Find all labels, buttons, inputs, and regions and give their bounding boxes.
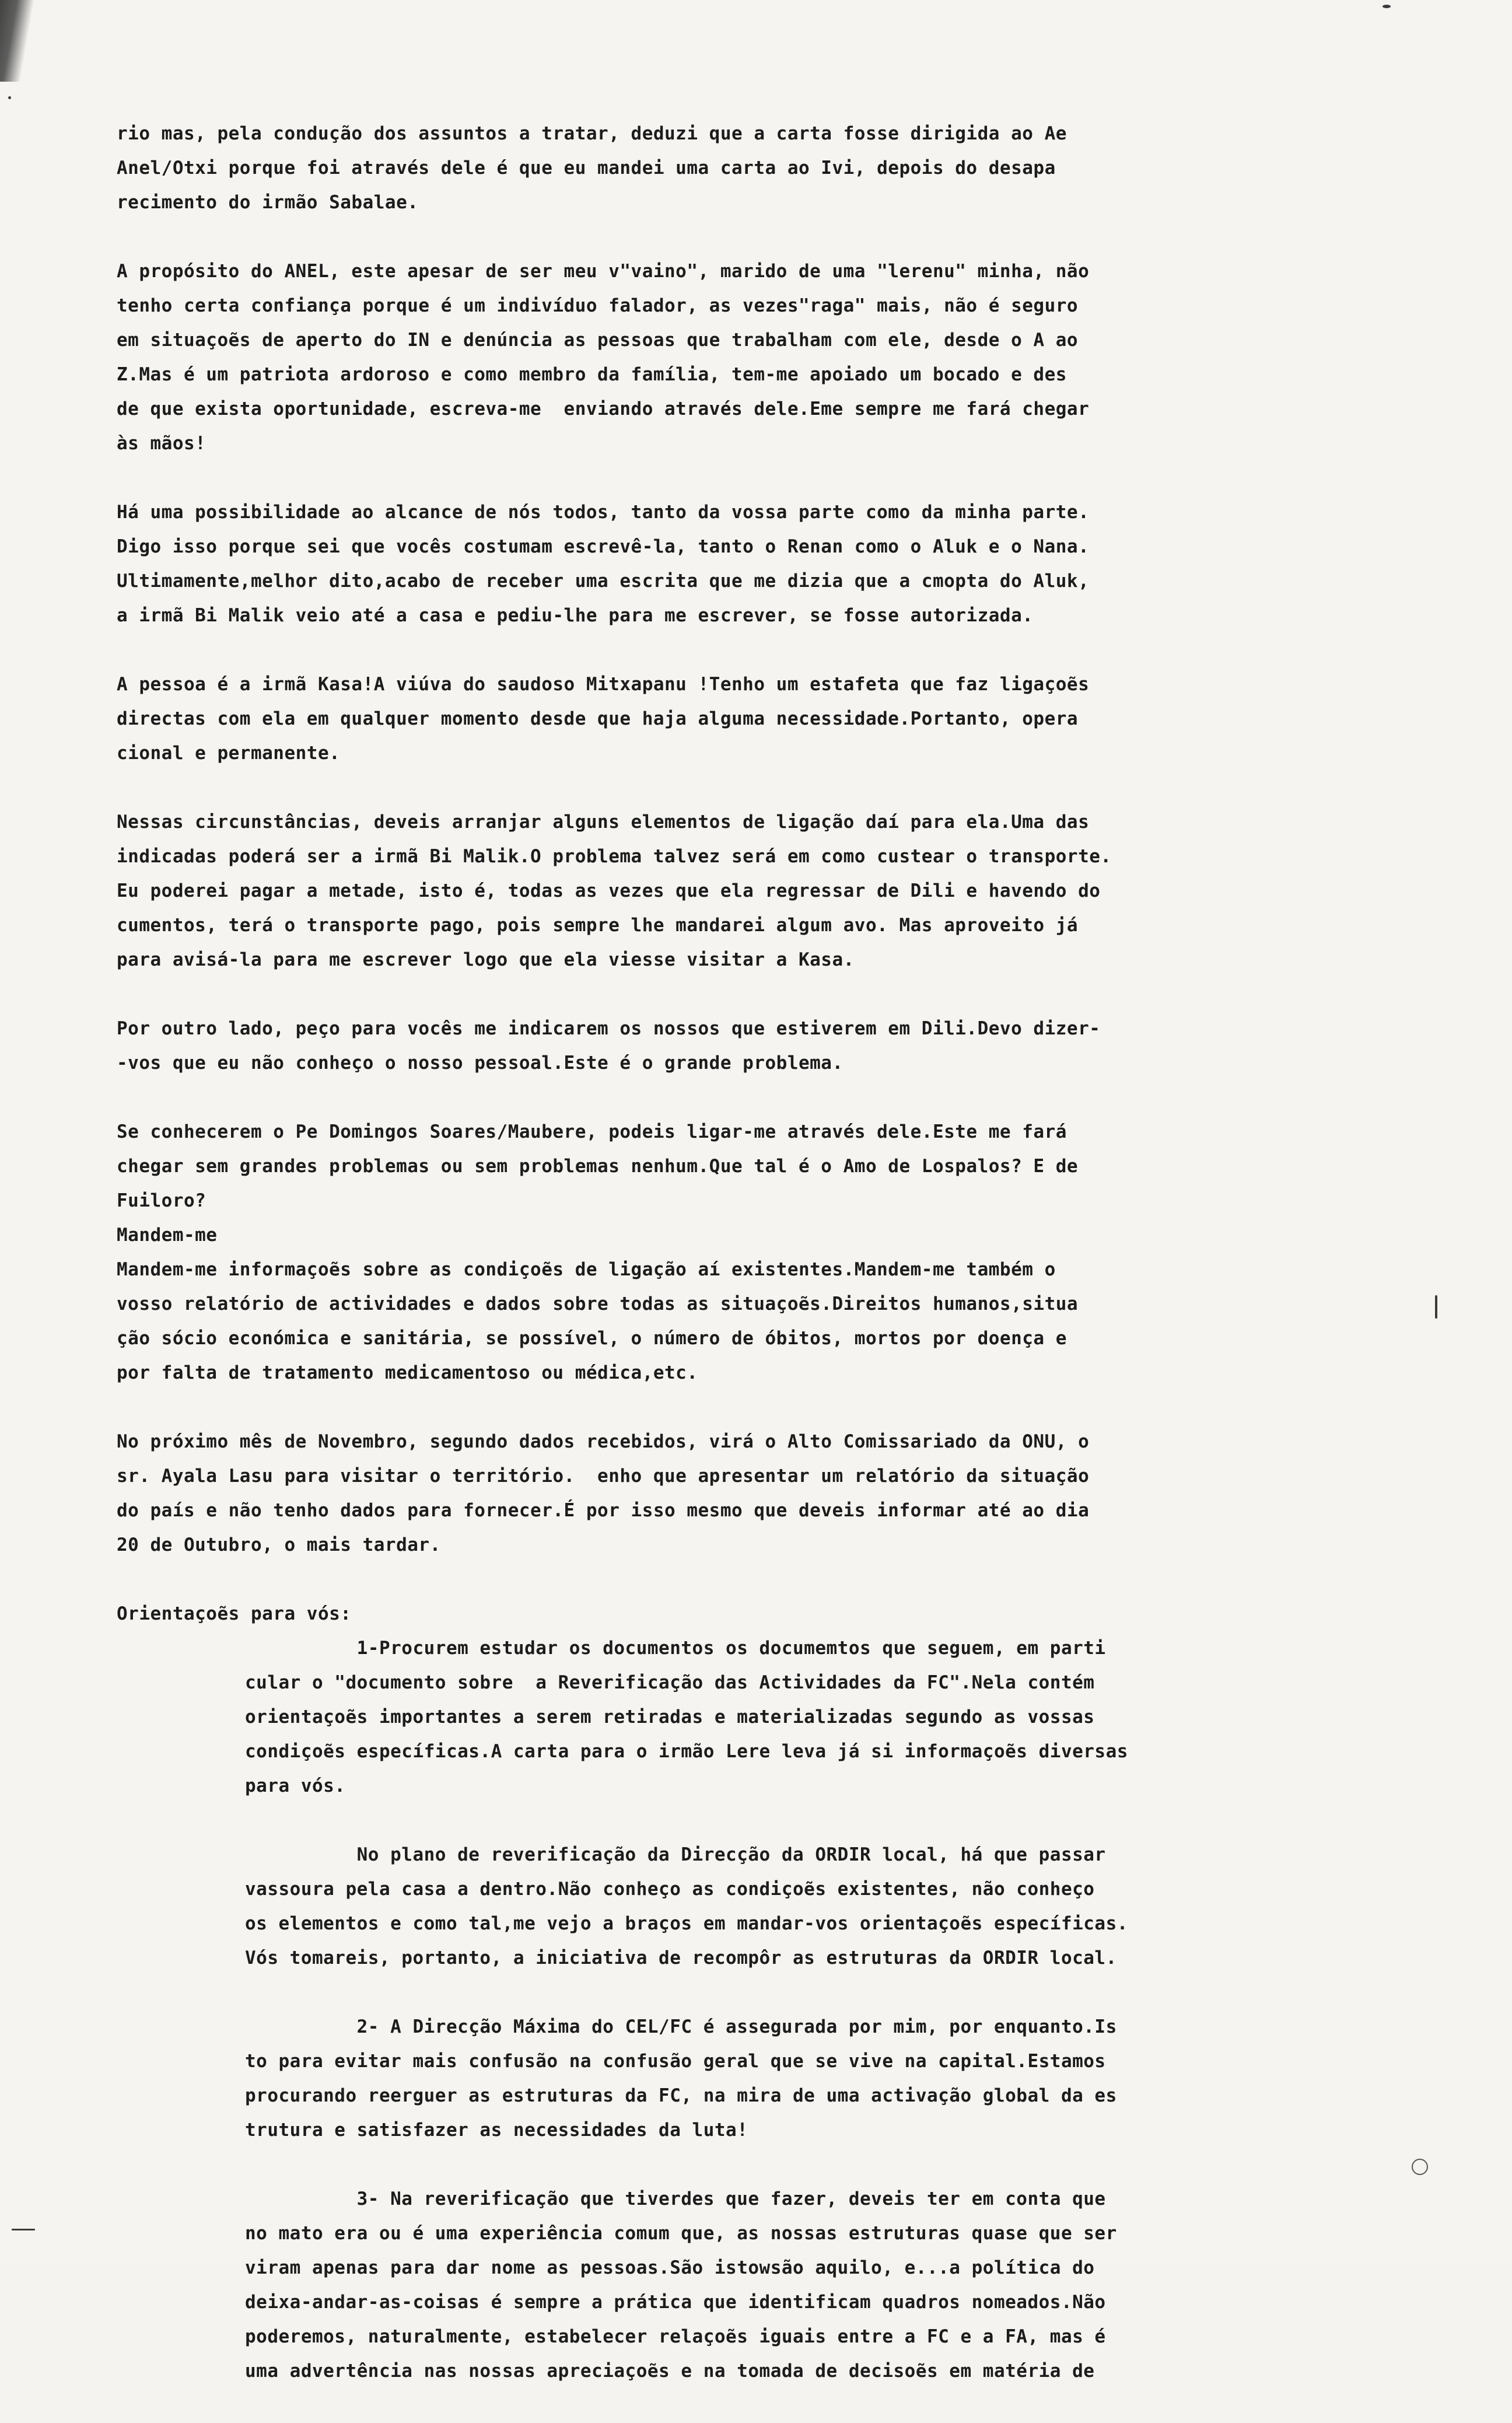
text-line: orientaçoẽs importantes a serem retiradas e materializadas segundo as vossas bbox=[245, 1707, 1095, 1728]
text-line: do país e não tenho dados para fornecer.É por isso mesmo que deveis informar até ao dia bbox=[117, 1500, 1090, 1521]
text-line: uma advertência nas nossas apreciaçoẽs e na tomada de decisoẽs em matéria de bbox=[245, 2361, 1095, 2382]
text-line: Vós tomareis, portanto, a iniciativa de recompôr as estruturas da ORDIR local. bbox=[245, 1948, 1117, 1969]
paragraph-information-paragraph bbox=[117, 1253, 1423, 1390]
text-line: rio mas, pela condução dos assuntos a tratar, deduzi que a carta fosse dirigida ao Ae bbox=[117, 123, 1067, 144]
text-line: cumentos, terá o transporte pago, pois sempre lhe mandarei algum avo. Mas aproveito já bbox=[117, 915, 1079, 936]
orientation-item-orientation-3 bbox=[117, 2182, 1423, 2389]
text-line: trutura e satisfazer as necessidades da luta! bbox=[245, 2120, 748, 2141]
text-line: às mãos! bbox=[117, 433, 206, 454]
text-line: tenho certa confiança porque é um indivíduo falador, as vezes"raga" mais, não é seguro bbox=[117, 295, 1079, 316]
text-line: deixa-andar-as-coisas é sempre a prática que identificam quadros nomeados.Não bbox=[245, 2292, 1106, 2313]
text-line: 2- A Direcção Máxima do CEL/FC é assegurada por mim, por enquanto.Is bbox=[245, 2016, 1117, 2037]
text-line: Eu poderei pagar a metade, isto é, todas as vezes que ela regressar de Dili e havendo do bbox=[117, 880, 1101, 901]
text-line: vosso relatório de actividades e dados sobre todas as situaçoẽs.Direitos humanos,situa bbox=[117, 1293, 1079, 1314]
text-line: recimento do irmão Sabalae. bbox=[117, 192, 419, 213]
text-line: No próximo mês de Novembro, segundo dados recebidos, virá o Alto Comissariado da ONU, o bbox=[117, 1431, 1090, 1452]
text-line: Mandem-me bbox=[117, 1225, 218, 1246]
text-line: Fuiloro? bbox=[117, 1190, 206, 1211]
text-line: ção sócio económica e sanitária, se possível, o número de óbitos, mortos por doença e bbox=[117, 1328, 1067, 1349]
orientations-heading: Orientaçoẽs para vós: bbox=[117, 1603, 352, 1624]
paragraph-intro-continuation bbox=[117, 117, 1423, 220]
paragraph-domingos-paragraph bbox=[117, 1115, 1423, 1253]
text-line: 1-Procurem estudar os documentos os documemtos que seguem, em parti bbox=[245, 1638, 1106, 1659]
text-line: to para evitar mais confusão na confusão geral que se vive na capital.Estamos bbox=[245, 2051, 1106, 2072]
paragraph-anel-paragraph bbox=[117, 254, 1423, 461]
paragraph-circumstances-paragraph bbox=[117, 805, 1423, 977]
text-line: para avisá-la para me escrever logo que ela viesse visitar a Kasa. bbox=[117, 949, 855, 970]
letter-body bbox=[117, 117, 1423, 2423]
text-line: A propósito do ANEL, este apesar de ser meu v"vaino", marido de uma "lerenu" minha, não bbox=[117, 261, 1090, 282]
scan-corner-mark bbox=[0, 0, 35, 82]
orientation-item-orientation-2 bbox=[117, 2010, 1423, 2148]
paragraph-other-side-paragraph bbox=[117, 1012, 1423, 1081]
scan-speck bbox=[1435, 1295, 1437, 1319]
text-line: Se conhecerem o Pe Domingos Soares/Maubere, podeis ligar-me através dele.Este me fará bbox=[117, 1121, 1067, 1142]
text-line: No plano de reverificação da Direcção da ORDIR local, há que passar bbox=[245, 1844, 1106, 1865]
orientation-item-orientation-1 bbox=[117, 1631, 1423, 1803]
text-line: Anel/Otxi porque foi através dele é que eu mandei uma carta ao Ivi, depois do desapa bbox=[117, 158, 1056, 179]
scan-speck bbox=[1382, 5, 1391, 8]
text-line: de que exista oportunidade, escreva-me enviando através dele.Eme sempre me fará chegar bbox=[117, 398, 1090, 419]
text-line: condiçoẽs específicas.A carta para o irmão Lere leva já si informaçoẽs diversas bbox=[245, 1741, 1128, 1762]
text-line: cular o "documento sobre a Reverificação das Actividades da FC".Nela contém bbox=[245, 1672, 1095, 1693]
text-line: no mato era ou é uma experiência comum que, as nossas estruturas quase que ser bbox=[245, 2223, 1117, 2244]
text-line: 3- Na reverificação que tiverdes que fazer, deveis ter em conta que bbox=[245, 2188, 1106, 2209]
text-line: em situaçoẽs de aperto do IN e denúncia as pessoas que trabalham com ele, desde o A ao bbox=[117, 330, 1079, 351]
text-line: chegar sem grandes problemas ou sem problemas nenhum.Que tal é o Amo de Lospalos? E de bbox=[117, 1156, 1079, 1177]
text-line: 20 de Outubro, o mais tardar. bbox=[117, 1534, 441, 1555]
scan-speck bbox=[8, 96, 11, 99]
text-line: cional e permanente. bbox=[117, 743, 341, 764]
text-line: poderemos, naturalmente, estabelecer relaçoẽs iguais entre a FC e a FA, mas é bbox=[245, 2326, 1106, 2347]
text-line: Nessas circunstâncias, deveis arranjar alguns elementos de ligação daí para ela.Uma das bbox=[117, 812, 1090, 833]
text-line: para vós. bbox=[245, 1775, 346, 1796]
paragraph-possibility-paragraph bbox=[117, 495, 1423, 633]
text-line: Ultimamente,melhor dito,acabo de receber uma escrita que me dizia que a cmopta do Aluk, bbox=[117, 571, 1090, 592]
text-line: Por outro lado, peço para vocês me indicarem os nossos que estiverem em Dili.Devo dizer- bbox=[117, 1018, 1101, 1039]
text-line: -vos que eu não conheço o nosso pessoal.Este é o grande problema. bbox=[117, 1053, 844, 1074]
text-line: os elementos e como tal,me vejo a braços em mandar-vos orientaçoẽs específicas. bbox=[245, 1913, 1128, 1934]
text-line: directas com ela em qualquer momento desde que haja alguma necessidade.Portanto, opera bbox=[117, 708, 1079, 729]
text-line: procurando reerguer as estruturas da FC, na mira de uma activação global da es bbox=[245, 2085, 1117, 2106]
text-line: por falta de tratamento medicamentoso ou médica,etc. bbox=[117, 1362, 698, 1383]
text-line: Há uma possibilidade ao alcance de nós todos, tanto da vossa parte como da minha parte. bbox=[117, 502, 1090, 523]
text-line: vassoura pela casa a dentro.Não conheço as condiçoẽs existentes, não conheço bbox=[245, 1879, 1095, 1900]
scan-speck bbox=[12, 2229, 35, 2230]
paragraph-november-paragraph bbox=[117, 1425, 1423, 1562]
text-line: Digo isso porque sei que vocês costumam escrevê-la, tanto o Renan como o Aluk e o Nana. bbox=[117, 536, 1090, 557]
text-line: viram apenas para dar nome as pessoas.São istowsão aquilo, e...a política do bbox=[245, 2257, 1095, 2278]
text-line: A pessoa é a irmã Kasa!A viúva do saudoso Mitxapanu !Tenho um estafeta que faz ligaçoẽs bbox=[117, 674, 1090, 695]
text-line: a irmã Bi Malik veio até a casa e pediu-lhe para me escrever, se fosse autorizada. bbox=[117, 605, 1034, 626]
orientation-item-orientation-1b bbox=[117, 1838, 1423, 1976]
paragraph-kasa-paragraph bbox=[117, 667, 1423, 771]
text-line: Mandem-me informaçoẽs sobre as condiçoẽs de ligação aí existentes.Mandem-me também o bbox=[117, 1259, 1056, 1280]
text-line: Z.Mas é um patriota ardoroso e como membro da família, tem-me apoiado um bocado e des bbox=[117, 364, 1067, 385]
text-line: indicadas poderá ser a irmã Bi Malik.O problema talvez será em como custear o transporte. bbox=[117, 846, 1112, 867]
text-line: sr. Ayala Lasu para visitar o território. enho que apresentar um relatório da situação bbox=[117, 1466, 1090, 1487]
